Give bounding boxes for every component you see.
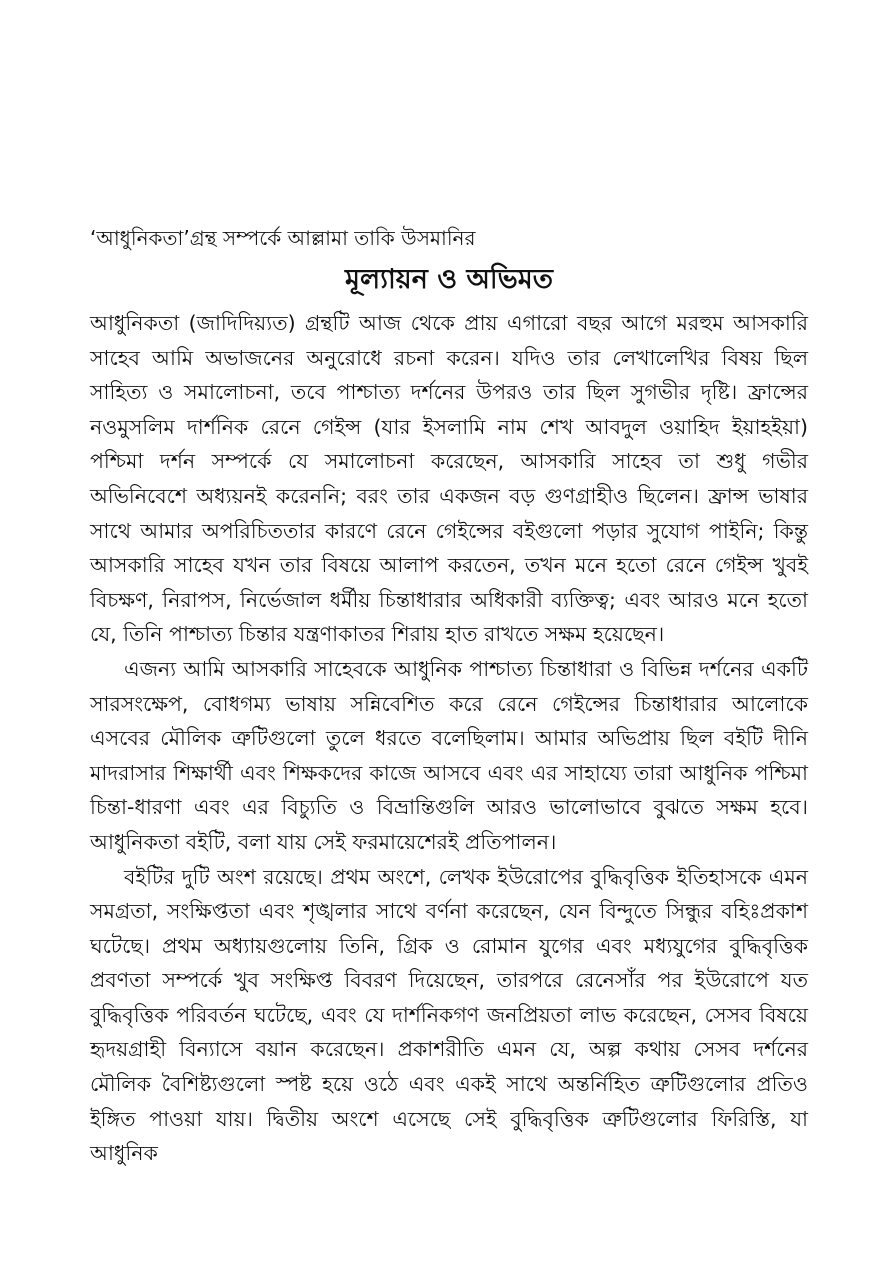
page-title: মূল্যায়ন ও অভিমত — [345, 264, 553, 295]
page-subtitle: ‘আধুনিকতা’গ্রন্থ সম্পর্কে আল্লামা তাকি উসমানির — [90, 226, 476, 250]
paragraph-3: বইটির দুটি অংশ রয়েছে। প্রথম অংশে, লেখক ইউরোপের বুদ্ধিবৃত্তিক ইতিহাসকে এমন সমগ্রতা, সংক্ষিপ্ততা এবং শৃঙ্খলার সাথে বর্ণনা করেছেন, যেন বিন্দুতে সিন্ধুর বহিঃপ্রকাশ ঘটেছে। প্রথম অধ্যায়গুলোয় তিনি, গ্রিক ও রোমান যুগের এবং মধ্যযুগের বুদ্ধিবৃত্তিক প্রবণতা সম্পর্কে খুব সংক্ষিপ্ত বিবরণ দিয়েছেন, তারপরে রেনেসাঁর পর ইউরোপে যত বুদ্ধিবৃত্তিক পরিবর্তন ঘটেছে, এবং যে দার্শনিকগণ জনপ্রিয়তা লাভ করেছেন, সেসব বিষয়ে হৃদয়গ্রাহী বিন্যাসে বয়ান করেছেন। প্রকাশরীতি এমন যে, অল্প কথায় সেসব দর্শনের মৌলিক বৈশিষ্ট্যগুলো স্পষ্ট হয়ে ওঠে এবং একই সাথে অন্তর্নিহিত ত্রুটিগুলোর প্রতিও ইঙ্গিত পাওয়া যায়। দ্বিতীয় অংশে এসেছে সেই বুদ্ধিবৃত্তিক ত্রুটিগুলোর ফিরিস্তি, যা আধুনিক — [90, 864, 808, 1166]
paragraph-1: আধুনিকতা (জাদিদিয়্যত) গ্রন্থটি আজ থেকে প্রায় এগারো বছর আগে মরহুম আসকারি সাহেব আমি অভাজনের অনুরোধে রচনা করেন। যদিও তার লেখালেখির বিষয় ছিল সাহিত্য ও সমালোচনা, তবে পাশ্চাত্য দর্শনের উপরও তার ছিল সুগভীর দৃষ্টি। ফ্রান্সের নওমুসলিম দার্শনিক রেনে গেইন্স (যার ইসলামি নাম শেখ আবদুল ওয়াহিদ ইয়াহইয়া) পশ্চিমা দর্শন সম্পর্কে যে সমালোচনা করেছেন, আসকারি সাহেব তা শুধু গভীর অভিনিবেশে অধ্যয়নই করেননি; বরং তার একজন বড় গুণগ্রাহীও ছিলেন। ফ্রান্স ভাষার সাথে আমার অপরিচিততার কারণে রেনে গেইন্সের বইগুলো পড়ার সুযোগ পাইনি; কিন্তু আসকারি সাহেব যখন তার বিষয়ে আলাপ করতেন, তখন মনে হতো রেনে গেইন্স খুবই বিচক্ষণ, নিরাপস, নির্ভেজাল ধর্মীয় চিন্তাধারার অধিকারী ব্যক্তিত্ব; এবং আরও মনে হতো যে, তিনি পাশ্চাত্য চিন্তার যন্ত্রণাকাতর শিরায় হাত রাখতে সক্ষম হয়েছেন। — [90, 311, 808, 647]
paragraph-2: এজন্য আমি আসকারি সাহেবকে আধুনিক পাশ্চাত্য চিন্তাধারা ও বিভিন্ন দর্শনের একটি সারসংক্ষেপ, বোধগম্য ভাষায় সন্নিবেশিত করে রেনে গেইন্সের চিন্তাধারার আলোকে এসবের মৌলিক ত্রুটিগুলো তুলে ধরতে বলেছিলাম। আমার অভিপ্রায় ছিল বইটি দীনি মাদরাসার শিক্ষার্থী এবং শিক্ষকদের কাজে আসবে এবং এর সাহায্যে তারা আধুনিক পশ্চিমা চিন্তা-ধারণা এবং এর বিচ্যুতি ও বিভ্রান্তিগুলি আরও ভালোভাবে বুঝতে সক্ষম হবে। আধুনিকতা বইটি, বলা যায় সেই ফরমায়েশেরই প্রতিপালন। — [90, 656, 808, 854]
page-body — [90, 222, 808, 1171]
